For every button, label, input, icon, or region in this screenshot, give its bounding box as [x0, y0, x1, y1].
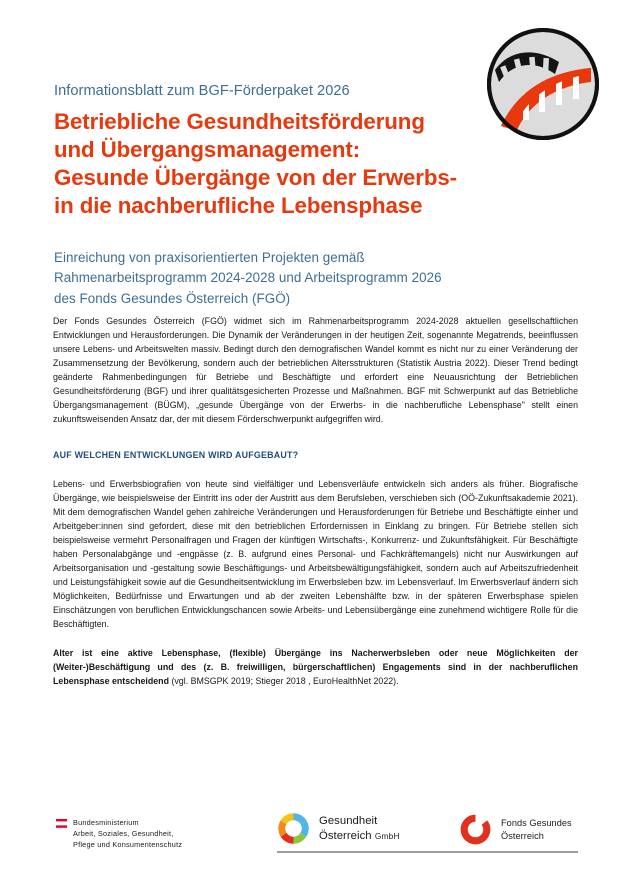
title-line-2: und Übergangsmanagement:	[54, 137, 361, 163]
subtitle-line-2: Rahmenarbeitsprogramm 2024-2028 und Arbeitsprogramm 2026	[54, 270, 442, 286]
subtitle-line-1: Einreichung von praxisorientierten Projekten gemäß	[54, 250, 365, 265]
title-line-3: Gesunde Übergänge von der Erwerbs-	[54, 165, 457, 191]
footer-divider	[277, 851, 578, 853]
bundesministerium-text	[73, 817, 182, 850]
bgf-bridge-emblem	[485, 26, 601, 142]
fgoe-ring-logo	[460, 814, 491, 845]
fgoe-text	[501, 817, 572, 842]
title-line-4: in die nachberufliche Lebensphase	[54, 193, 423, 219]
page-header	[54, 82, 484, 220]
paragraph-three-bold: Alter ist eine aktive Lebensphase, (flexible) Übergänge ins Nacherwerbsleben oder neue Möglichkeiten der (Weiter-)Beschäftigung und des (z. B. freiwilligen, bürgerschaftlichen) Engagements sind in der nachberuflichen Lebensphase entscheidend	[53, 648, 578, 687]
page-title	[54, 108, 484, 220]
page-footer	[0, 800, 630, 881]
bmin-line-3: Pflege und Konsumentenschutz	[73, 840, 183, 850]
bmin-line-2: Arbeit, Soziales, Gesundheit,	[73, 829, 174, 839]
goeg-line-2-main: Österreich	[319, 829, 372, 842]
bundesministerium-logo	[56, 817, 256, 850]
title-line-1: Betriebliche Gesundheitsförderung	[54, 109, 425, 135]
fgoe-logo	[460, 814, 572, 845]
goeg-logo	[277, 812, 400, 845]
bmin-line-1: Bundesministerium	[73, 818, 139, 827]
goeg-line-1: Gesundheit	[319, 815, 378, 828]
paragraph-three	[53, 646, 578, 688]
fgoe-line-1: Fonds Gesundes	[501, 817, 572, 828]
goeg-gmbh-suffix: GmbH	[374, 831, 400, 841]
goeg-ring-logo	[277, 812, 310, 845]
section-heading: AUF WELCHEN ENTWICKLUNGEN WIRD AUFGEBAUT?	[53, 450, 299, 461]
subtitle-line-3: des Fonds Gesundes Österreich (FGÖ)	[54, 290, 291, 306]
kicker-label: Informationsblatt zum BGF-Förderpaket 2026	[54, 83, 350, 99]
austria-flag-icon	[56, 819, 67, 828]
page-subtitle	[54, 248, 524, 309]
fgoe-line-2: Österreich	[501, 830, 544, 841]
paragraph-two: Lebens- und Erwerbsbiografien von heute sind vielfältiger und Lebensverläufe entwickeln sich anders als früher. Biografische Übergänge, wie beispielsweise der Eintritt ins oder der Austritt aus dem Berufsleben, verschieben sich (OÖ-Zukunftsakademie 2021). Mit dem demografischen Wandel gehen zahlreiche Veränderungen und Herausforderungen für Betriebe und Beschäftigte einher und Arbeitgeber:innen sind gefordert, diese mit den betrieblichen Erfordernissen in Einklang zu bringen. Für Betriebe stellen sich beispielsweise vermehrt Personalfragen und Fragen der künftigen Wirtschafts-, Konkurrenz- und Zukunftsfähigkeit. Für Beschäftigte haben Personalabgänge und -engpässe (z. B. aufgrund eines Personal- und Fachkräftemangels) nicht nur Auswirkungen auf Arbeitsorganisation und -gestaltung sowie Beschäftigungs- und Arbeitsbewältigungsfähigkeit, sondern auch auf Arbeitszufriedenheit und Leistungsfähigkeit sowie auf die Gesundheitsentwicklung im Erwerbsleben bzw. im Lebensverlauf. Im Erwerbsverlauf ändern sich Möglichkeiten, Bedürfnisse und Erwartungen und ab der zweiten Lebenshälfte bzw. in der späteren Erwerbsphase spielen Einschätzungen von beruflichen Entwicklungschancen sowie Arbeits- und Lebensübergänge eine zunehmend wichtigere Rolle für die Beschäftigten.	[53, 479, 578, 630]
intro-paragraph: Der Fonds Gesundes Österreich (FGÖ) widmet sich im Rahmenarbeitsprogramm 2024-2028 aktuellen gesellschaftlichen Entwicklungen und Herausforderungen. Die Dynamik der Veränderungen in der heutigen Zeit, sogenannte Megatrends, beeinflussen unsere Lebens- und Arbeitswelten massiv. Bedingt durch den demografischen Wandel kommt es nicht nur zu einer Veränderung der Zusammensetzung der Bevölkerung, sondern auch der betrieblichen Altersstrukturen (Statistik Austria 2022). Dieser Trend bedingt geänderte Rahmenbedingungen für Betriebe und Beschäftigte und erfordert eine Neuausrichtung der Betrieblichen Gesundheitsförderung (BGF) und ihrer qualitätsgesicherten Prozesse und Maßnahmen. BGF mit Schwerpunkt auf das Betriebliche Übergangsmanagement (BÜGM), „gesunde Übergänge von der Erwerbs- in die nachberufliche Lebensphase" stellt einen zukunftsweisenden Ansatz dar, der mit diesem Förderschwerpunkt aufgegriffen wird.	[53, 316, 578, 425]
goeg-line-2	[319, 829, 400, 843]
body-content	[53, 314, 578, 688]
paragraph-three-reference: (vgl. BMSGPK 2019; Stieger 2018 , EuroHealthNet 2022).	[168, 676, 399, 687]
goeg-text	[319, 814, 400, 843]
